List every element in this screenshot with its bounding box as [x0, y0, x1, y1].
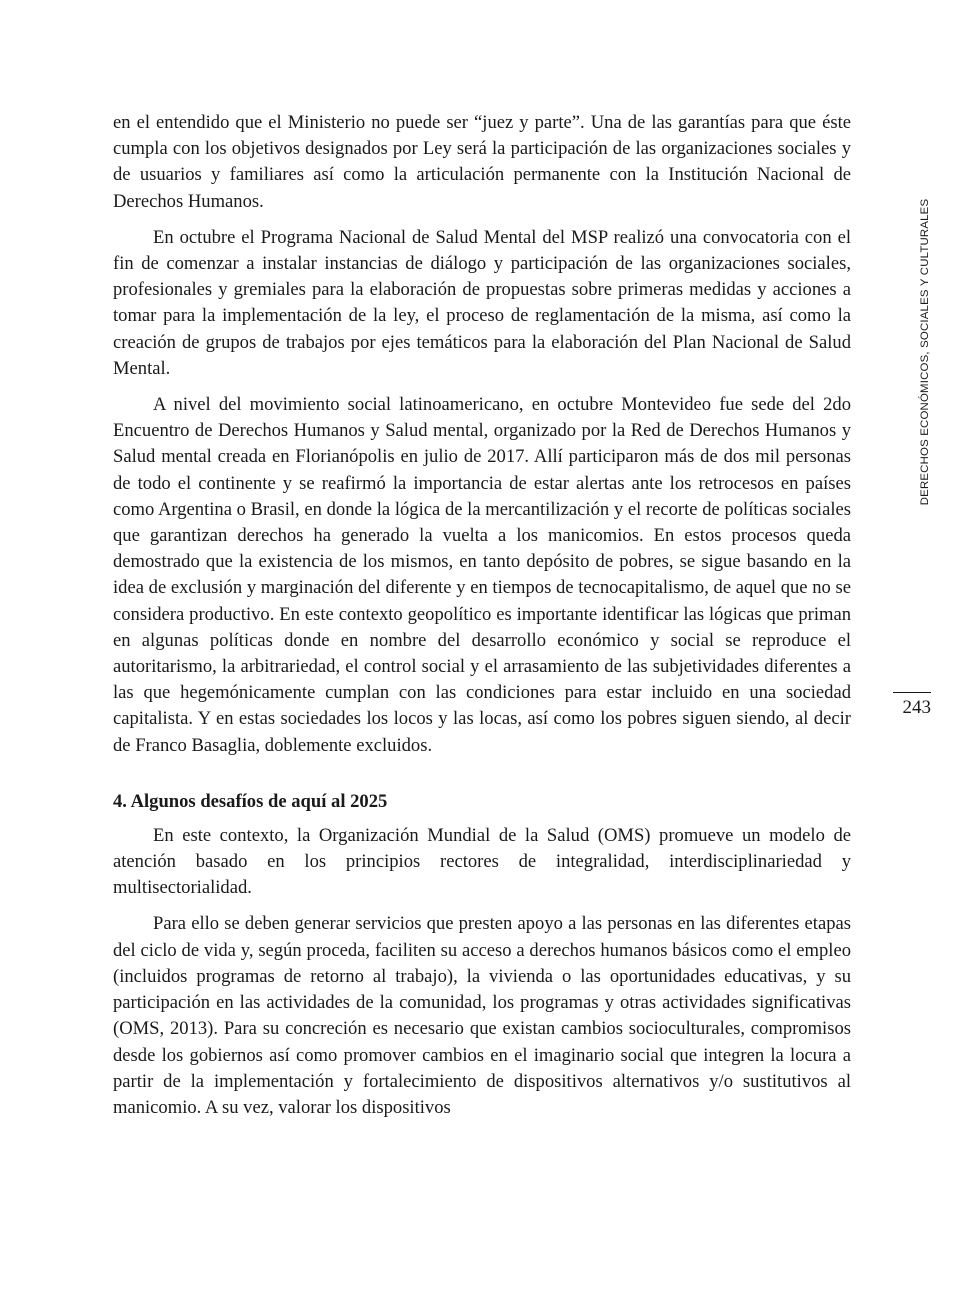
paragraph: En este contexto, la Organización Mundial de la Salud (OMS) promueve un modelo de atención basado en los principios rectores de integralidad, interdisciplinariedad y multisectorialidad.	[113, 824, 851, 899]
page-number: 243	[893, 692, 931, 719]
paragraph: A nivel del movimiento social latinoamericano, en octubre Montevideo fue sede del 2do Encuentro de Derechos Humanos y Salud mental, organizado por la Red de Derechos Humanos y Salud mental creada en Florianópolis en julio de 2017. Allí participaron más de dos mil personas de todo el continente y se reafirmó la importancia de estar alertas ante los retrocesos en países como Argentina o Brasil, en donde la lógica de la mercantilización y el recorte de políticas sociales que garantizan derechos ha generado la vuelta a los manicomios. En estos procesos queda demostrado que la existencia de los mismos, en tanto depósito de pobres, se sigue basando en la idea de exclusión y marginación del diferente y en tiempos de tecnocapitalismo, de aquel que no se considera productivo. En este contexto geopolítico es importante identificar las lógicas que priman en algunas políticas donde en nombre del desarrollo económico y social se reproduce el autoritarismo, la arbitrariedad, el control social y el arrasamiento de las subjetividades diferentes a las que hegemónicamente cumplan con las condiciones para estar incluido en una sociedad capitalista. Y en estas sociedades los locos y las locas, así como los pobres siguen siendo, al decir de Franco Basaglia, doblemente excluidos.	[113, 394, 851, 756]
paragraph: En octubre el Programa Nacional de Salud Mental del MSP realizó una convocatoria con el fin de comenzar a instalar instancias de diálogo y participación de las organizaciones sociales, profesionales y gremiales para la elaboración de propuestas sobre primeras medidas y acciones a tomar para la implementación de la ley, el proceso de reglamentación de la misma, así como la creación de grupos de trabajos por ejes temáticos para la elaboración del Plan Nacional de Salud Mental.	[113, 226, 851, 379]
page-body	[113, 110, 851, 1131]
paragraph: Para ello se deben generar servicios que presten apoyo a las personas en las diferentes etapas del ciclo de vida y, según proceda, faciliten su acceso a derechos humanos básicos como el empleo (incluidos programas de retorno al trabajo), la vivienda o las oportunidades educativas, y su participación en las actividades de la comunidad, los programas y otras actividades significativas (OMS, 2013). Para su concreción es necesario que existan cambios socioculturales, compromisos desde los gobiernos así como promover cambios en el imaginario social que integren la locura a partir de la implementación y fortalecimiento de dispositivos alternativos y/o sustitutivos al manicomio. A su vez, valorar los dispositivos	[113, 913, 851, 1118]
running-head	[918, 193, 932, 511]
paragraph: en el entendido que el Ministerio no puede ser “juez y parte”. Una de las garantías para que éste cumpla con los objetivos designados por Ley será la participación de las organizaciones sociales y de usuarios y familiares así como la articulación permanente con la Institución Nacional de Derechos Humanos.	[113, 112, 851, 212]
running-head-text: DERECHOS ECONÓMICOS, SOCIALES Y CULTURALES	[919, 198, 931, 506]
section-heading: 4. Algunos desafíos de aquí al 2025	[113, 790, 388, 812]
